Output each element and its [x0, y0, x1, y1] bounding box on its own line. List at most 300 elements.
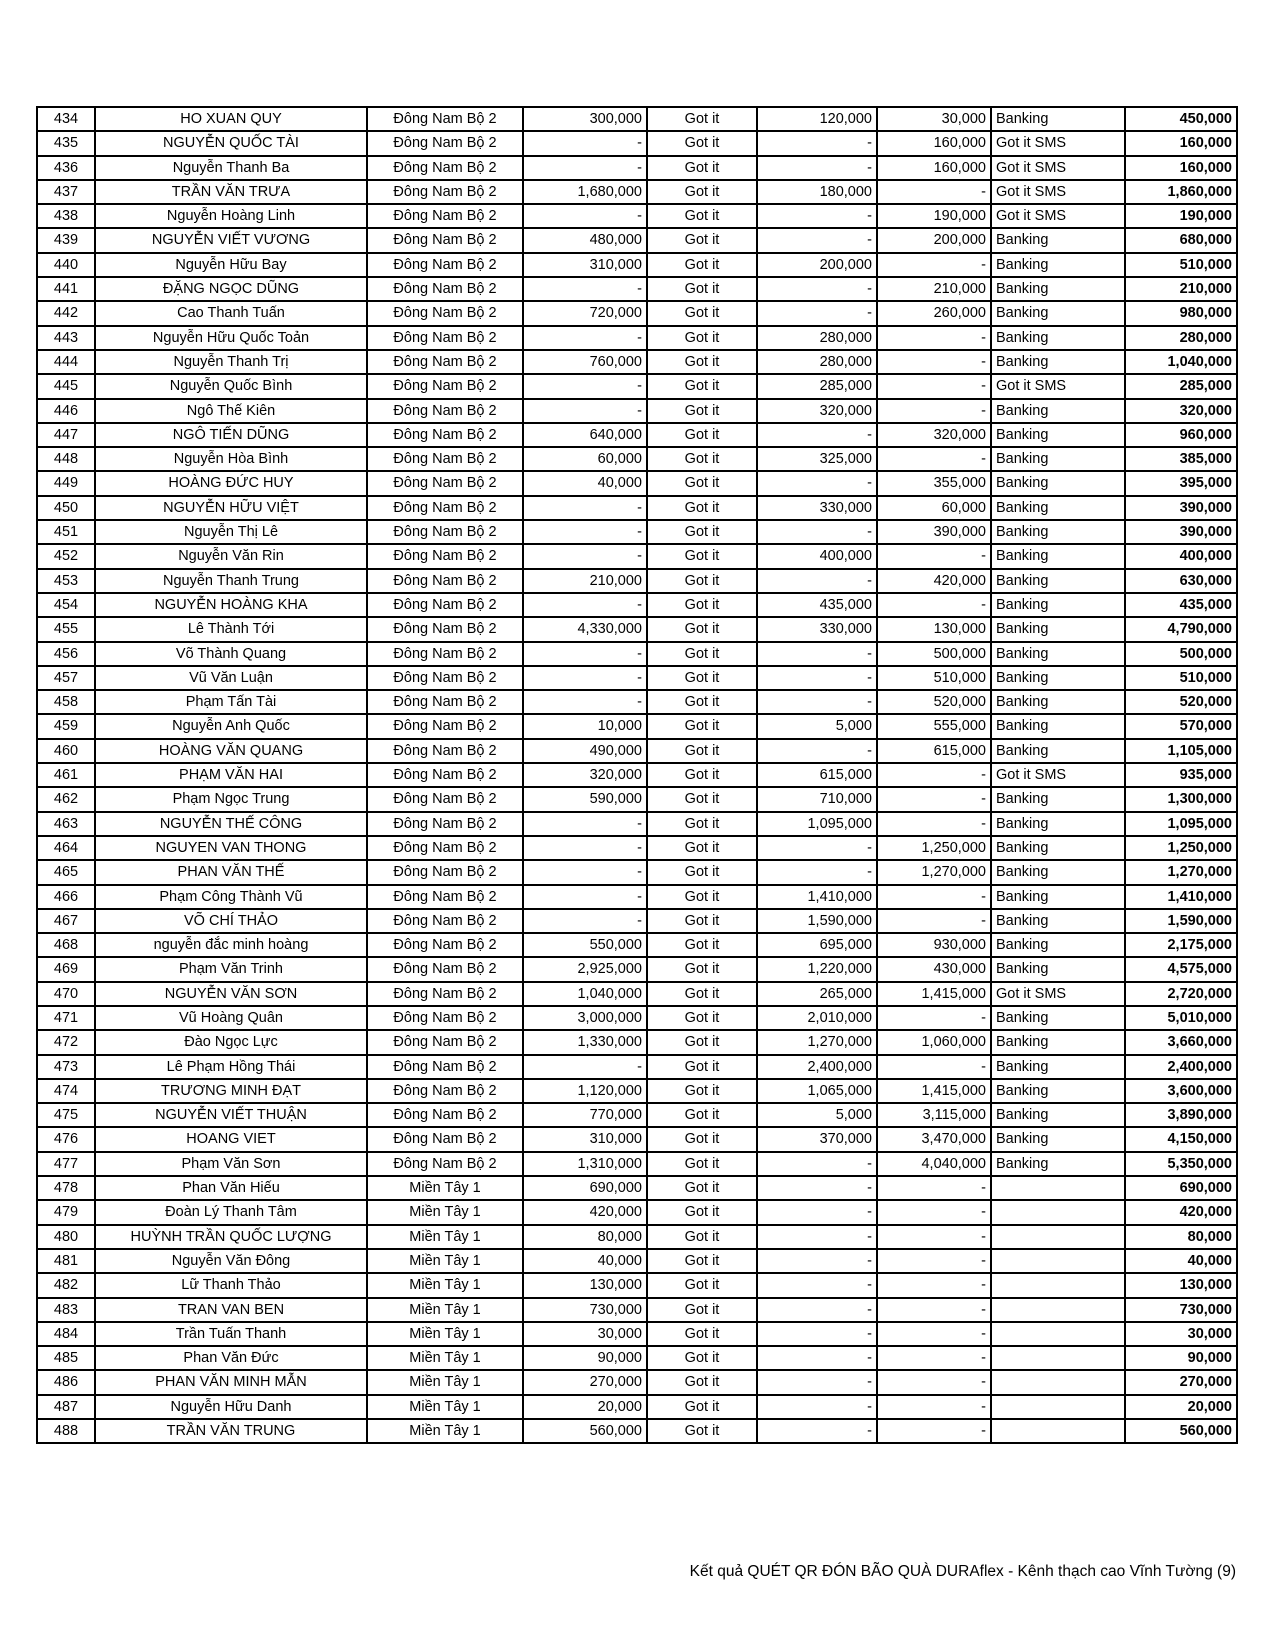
amount3-cell: 3,115,000 [877, 1103, 991, 1127]
status-cell: Got it [647, 787, 757, 811]
amount3-cell: 420,000 [877, 569, 991, 593]
total-cell: 3,890,000 [1125, 1103, 1237, 1127]
amount3-cell: - [877, 1006, 991, 1030]
amount2-cell: 1,065,000 [757, 1079, 877, 1103]
row-number-cell: 440 [37, 253, 95, 277]
amount1-cell: - [523, 326, 647, 350]
name-cell: Phạm Tấn Tài [95, 690, 367, 714]
total-cell: 280,000 [1125, 326, 1237, 350]
amount1-cell: 3,000,000 [523, 1006, 647, 1030]
amount1-cell: - [523, 690, 647, 714]
table-body [37, 107, 1237, 1443]
method-cell [991, 1370, 1125, 1394]
table-row [37, 107, 1237, 131]
amount2-cell: 1,270,000 [757, 1030, 877, 1054]
status-cell: Got it [647, 1200, 757, 1224]
amount2-cell: 1,410,000 [757, 885, 877, 909]
table-row [37, 423, 1237, 447]
amount1-cell: - [523, 909, 647, 933]
amount1-cell: 420,000 [523, 1200, 647, 1224]
amount2-cell: - [757, 1346, 877, 1370]
amount2-cell: - [757, 1152, 877, 1176]
amount1-cell: - [523, 399, 647, 423]
amount2-cell: - [757, 204, 877, 228]
amount2-cell: - [757, 1225, 877, 1249]
amount3-cell: - [877, 885, 991, 909]
region-cell: Đông Nam Bộ 2 [367, 909, 523, 933]
status-cell: Got it [647, 860, 757, 884]
total-cell: 510,000 [1125, 666, 1237, 690]
method-cell: Banking [991, 812, 1125, 836]
amount2-cell: 710,000 [757, 787, 877, 811]
name-cell: HOÀNG ĐỨC HUY [95, 471, 367, 495]
method-cell: Got it SMS [991, 204, 1125, 228]
table-row [37, 1322, 1237, 1346]
status-cell: Got it [647, 1249, 757, 1273]
table-row [37, 520, 1237, 544]
total-cell: 40,000 [1125, 1249, 1237, 1273]
amount3-cell: 520,000 [877, 690, 991, 714]
row-number-cell: 450 [37, 496, 95, 520]
row-number-cell: 463 [37, 812, 95, 836]
status-cell: Got it [647, 204, 757, 228]
total-cell: 5,350,000 [1125, 1152, 1237, 1176]
region-cell: Đông Nam Bộ 2 [367, 812, 523, 836]
amount1-cell: 490,000 [523, 739, 647, 763]
amount1-cell: 690,000 [523, 1176, 647, 1200]
table-row [37, 1419, 1237, 1443]
row-number-cell: 442 [37, 301, 95, 325]
amount2-cell: 200,000 [757, 253, 877, 277]
region-cell: Đông Nam Bộ 2 [367, 739, 523, 763]
amount3-cell: 390,000 [877, 520, 991, 544]
row-number-cell: 434 [37, 107, 95, 131]
region-cell: Đông Nam Bộ 2 [367, 1006, 523, 1030]
amount3-cell: - [877, 1322, 991, 1346]
amount1-cell: - [523, 156, 647, 180]
name-cell: Nguyễn Hữu Danh [95, 1395, 367, 1419]
amount1-cell: - [523, 131, 647, 155]
amount1-cell: 1,680,000 [523, 180, 647, 204]
table-row [37, 1103, 1237, 1127]
amount2-cell: 285,000 [757, 374, 877, 398]
amount2-cell: 615,000 [757, 763, 877, 787]
status-cell: Got it [647, 739, 757, 763]
amount3-cell: 355,000 [877, 471, 991, 495]
amount2-cell: - [757, 690, 877, 714]
table-row [37, 812, 1237, 836]
amount3-cell: - [877, 593, 991, 617]
total-cell: 3,660,000 [1125, 1030, 1237, 1054]
amount2-cell: - [757, 471, 877, 495]
total-cell: 1,105,000 [1125, 739, 1237, 763]
amount3-cell: - [877, 1395, 991, 1419]
region-cell: Đông Nam Bộ 2 [367, 933, 523, 957]
name-cell: NGUYỄN THẾ CÔNG [95, 812, 367, 836]
page-footer: Kết quả QUÉT QR ĐÓN BÃO QUÀ DURAflex - Kênh thạch cao Vĩnh Tường (9) [689, 1563, 1236, 1580]
table-row [37, 617, 1237, 641]
amount2-cell: - [757, 301, 877, 325]
total-cell: 1,095,000 [1125, 812, 1237, 836]
total-cell: 4,150,000 [1125, 1127, 1237, 1151]
row-number-cell: 454 [37, 593, 95, 617]
status-cell: Got it [647, 1152, 757, 1176]
name-cell: Vũ Hoàng Quân [95, 1006, 367, 1030]
row-number-cell: 455 [37, 617, 95, 641]
name-cell: Ngô Thế Kiên [95, 399, 367, 423]
table-row [37, 569, 1237, 593]
status-cell: Got it [647, 1127, 757, 1151]
amount3-cell: 60,000 [877, 496, 991, 520]
region-cell: Đông Nam Bộ 2 [367, 253, 523, 277]
total-cell: 400,000 [1125, 544, 1237, 568]
total-cell: 320,000 [1125, 399, 1237, 423]
amount2-cell: 330,000 [757, 617, 877, 641]
row-number-cell: 437 [37, 180, 95, 204]
amount3-cell: - [877, 1370, 991, 1394]
table-row [37, 1370, 1237, 1394]
name-cell: Vũ Văn Luận [95, 666, 367, 690]
region-cell: Đông Nam Bộ 2 [367, 544, 523, 568]
name-cell: Phạm Văn Trinh [95, 957, 367, 981]
method-cell: Banking [991, 739, 1125, 763]
amount3-cell: 260,000 [877, 301, 991, 325]
amount2-cell: 280,000 [757, 326, 877, 350]
amount2-cell: 180,000 [757, 180, 877, 204]
method-cell: Banking [991, 569, 1125, 593]
region-cell: Đông Nam Bộ 2 [367, 447, 523, 471]
total-cell: 160,000 [1125, 156, 1237, 180]
method-cell [991, 1298, 1125, 1322]
region-cell: Đông Nam Bộ 2 [367, 374, 523, 398]
amount3-cell: 200,000 [877, 228, 991, 252]
row-number-cell: 462 [37, 787, 95, 811]
name-cell: Đào Ngọc Lực [95, 1030, 367, 1054]
amount1-cell: 1,330,000 [523, 1030, 647, 1054]
total-cell: 210,000 [1125, 277, 1237, 301]
table-row [37, 957, 1237, 981]
amount3-cell: - [877, 544, 991, 568]
method-cell: Banking [991, 253, 1125, 277]
table-row [37, 714, 1237, 738]
total-cell: 420,000 [1125, 1200, 1237, 1224]
amount1-cell: 130,000 [523, 1273, 647, 1297]
amount2-cell: 1,220,000 [757, 957, 877, 981]
status-cell: Got it [647, 885, 757, 909]
row-number-cell: 486 [37, 1370, 95, 1394]
amount1-cell: 4,330,000 [523, 617, 647, 641]
amount3-cell: 320,000 [877, 423, 991, 447]
amount1-cell: 730,000 [523, 1298, 647, 1322]
table-row [37, 1152, 1237, 1176]
table-row [37, 399, 1237, 423]
method-cell: Banking [991, 228, 1125, 252]
amount2-cell: 2,400,000 [757, 1055, 877, 1079]
row-number-cell: 465 [37, 860, 95, 884]
row-number-cell: 475 [37, 1103, 95, 1127]
name-cell: Lê Phạm Hồng Thái [95, 1055, 367, 1079]
method-cell [991, 1249, 1125, 1273]
total-cell: 1,250,000 [1125, 836, 1237, 860]
total-cell: 560,000 [1125, 1419, 1237, 1443]
status-cell: Got it [647, 374, 757, 398]
region-cell: Đông Nam Bộ 2 [367, 496, 523, 520]
amount2-cell: - [757, 739, 877, 763]
amount3-cell: - [877, 399, 991, 423]
method-cell [991, 1322, 1125, 1346]
row-number-cell: 473 [37, 1055, 95, 1079]
region-cell: Đông Nam Bộ 2 [367, 1152, 523, 1176]
region-cell: Đông Nam Bộ 2 [367, 885, 523, 909]
status-cell: Got it [647, 714, 757, 738]
method-cell: Banking [991, 1055, 1125, 1079]
row-number-cell: 444 [37, 350, 95, 374]
region-cell: Đông Nam Bộ 2 [367, 204, 523, 228]
amount3-cell: - [877, 787, 991, 811]
total-cell: 285,000 [1125, 374, 1237, 398]
table-row [37, 301, 1237, 325]
method-cell: Banking [991, 350, 1125, 374]
row-number-cell: 439 [37, 228, 95, 252]
method-cell [991, 1273, 1125, 1297]
method-cell: Banking [991, 496, 1125, 520]
amount2-cell: 280,000 [757, 350, 877, 374]
amount3-cell: 1,060,000 [877, 1030, 991, 1054]
total-cell: 1,860,000 [1125, 180, 1237, 204]
amount2-cell: - [757, 277, 877, 301]
name-cell: Nguyễn Thanh Ba [95, 156, 367, 180]
name-cell: VÕ CHÍ THẢO [95, 909, 367, 933]
amount2-cell: 695,000 [757, 933, 877, 957]
amount1-cell: - [523, 642, 647, 666]
amount2-cell: - [757, 1370, 877, 1394]
total-cell: 1,300,000 [1125, 787, 1237, 811]
name-cell: TRAN VAN BEN [95, 1298, 367, 1322]
amount2-cell: - [757, 1273, 877, 1297]
amount2-cell: - [757, 1249, 877, 1273]
table-row [37, 1006, 1237, 1030]
amount2-cell: 400,000 [757, 544, 877, 568]
method-cell: Banking [991, 666, 1125, 690]
method-cell [991, 1200, 1125, 1224]
table-row [37, 1395, 1237, 1419]
row-number-cell: 481 [37, 1249, 95, 1273]
method-cell [991, 1346, 1125, 1370]
amount2-cell: - [757, 1200, 877, 1224]
name-cell: Nguyễn Văn Đông [95, 1249, 367, 1273]
row-number-cell: 467 [37, 909, 95, 933]
method-cell: Got it SMS [991, 156, 1125, 180]
table-row [37, 885, 1237, 909]
amount1-cell: 770,000 [523, 1103, 647, 1127]
name-cell: HUỲNH TRẦN QUỐC LƯỢNG [95, 1225, 367, 1249]
amount2-cell: - [757, 836, 877, 860]
name-cell: ĐẶNG NGỌC DŨNG [95, 277, 367, 301]
status-cell: Got it [647, 1298, 757, 1322]
amount1-cell: 1,120,000 [523, 1079, 647, 1103]
status-cell: Got it [647, 1395, 757, 1419]
region-cell: Đông Nam Bộ 2 [367, 690, 523, 714]
method-cell: Banking [991, 326, 1125, 350]
region-cell: Miền Tây 1 [367, 1200, 523, 1224]
status-cell: Got it [647, 593, 757, 617]
region-cell: Đông Nam Bộ 2 [367, 569, 523, 593]
row-number-cell: 469 [37, 957, 95, 981]
status-cell: Got it [647, 1346, 757, 1370]
amount3-cell: 3,470,000 [877, 1127, 991, 1151]
row-number-cell: 448 [37, 447, 95, 471]
status-cell: Got it [647, 617, 757, 641]
total-cell: 570,000 [1125, 714, 1237, 738]
amount1-cell: 30,000 [523, 1322, 647, 1346]
amount3-cell: - [877, 1273, 991, 1297]
name-cell: Trần Tuấn Thanh [95, 1322, 367, 1346]
method-cell: Banking [991, 471, 1125, 495]
name-cell: Nguyễn Quốc Bình [95, 374, 367, 398]
total-cell: 980,000 [1125, 301, 1237, 325]
table-row [37, 1030, 1237, 1054]
name-cell: Lữ Thanh Thảo [95, 1273, 367, 1297]
amount2-cell: 2,010,000 [757, 1006, 877, 1030]
amount1-cell: 10,000 [523, 714, 647, 738]
total-cell: 1,270,000 [1125, 860, 1237, 884]
amount3-cell: - [877, 909, 991, 933]
total-cell: 30,000 [1125, 1322, 1237, 1346]
name-cell: Nguyễn Hoàng Linh [95, 204, 367, 228]
amount3-cell: 1,415,000 [877, 1079, 991, 1103]
amount2-cell: - [757, 520, 877, 544]
total-cell: 520,000 [1125, 690, 1237, 714]
table-row [37, 471, 1237, 495]
status-cell: Got it [647, 1322, 757, 1346]
table-row [37, 1273, 1237, 1297]
table-row [37, 277, 1237, 301]
amount2-cell: - [757, 228, 877, 252]
amount3-cell: 615,000 [877, 739, 991, 763]
amount1-cell: 40,000 [523, 1249, 647, 1273]
method-cell: Got it SMS [991, 763, 1125, 787]
method-cell: Banking [991, 520, 1125, 544]
total-cell: 90,000 [1125, 1346, 1237, 1370]
amount2-cell: - [757, 131, 877, 155]
table-row [37, 544, 1237, 568]
amount3-cell: 190,000 [877, 204, 991, 228]
name-cell: Nguyễn Văn Rin [95, 544, 367, 568]
method-cell: Banking [991, 933, 1125, 957]
table-row [37, 909, 1237, 933]
row-number-cell: 447 [37, 423, 95, 447]
amount1-cell: 310,000 [523, 253, 647, 277]
region-cell: Miền Tây 1 [367, 1225, 523, 1249]
name-cell: Phạm Văn Sơn [95, 1152, 367, 1176]
amount1-cell: - [523, 666, 647, 690]
total-cell: 450,000 [1125, 107, 1237, 131]
region-cell: Đông Nam Bộ 2 [367, 666, 523, 690]
region-cell: Đông Nam Bộ 2 [367, 787, 523, 811]
total-cell: 270,000 [1125, 1370, 1237, 1394]
name-cell: HOANG VIET [95, 1127, 367, 1151]
amount3-cell: 4,040,000 [877, 1152, 991, 1176]
name-cell: NGUYỄN HOÀNG KHA [95, 593, 367, 617]
row-number-cell: 445 [37, 374, 95, 398]
amount3-cell: 130,000 [877, 617, 991, 641]
total-cell: 3,600,000 [1125, 1079, 1237, 1103]
total-cell: 960,000 [1125, 423, 1237, 447]
method-cell: Banking [991, 617, 1125, 641]
status-cell: Got it [647, 690, 757, 714]
method-cell [991, 1419, 1125, 1443]
total-cell: 730,000 [1125, 1298, 1237, 1322]
table-row [37, 982, 1237, 1006]
status-cell: Got it [647, 642, 757, 666]
amount1-cell: - [523, 496, 647, 520]
row-number-cell: 464 [37, 836, 95, 860]
row-number-cell: 485 [37, 1346, 95, 1370]
total-cell: 390,000 [1125, 496, 1237, 520]
row-number-cell: 478 [37, 1176, 95, 1200]
row-number-cell: 476 [37, 1127, 95, 1151]
table-row [37, 593, 1237, 617]
amount1-cell: - [523, 812, 647, 836]
amount3-cell: 500,000 [877, 642, 991, 666]
row-number-cell: 468 [37, 933, 95, 957]
status-cell: Got it [647, 1419, 757, 1443]
row-number-cell: 472 [37, 1030, 95, 1054]
amount2-cell: - [757, 423, 877, 447]
region-cell: Đông Nam Bộ 2 [367, 593, 523, 617]
method-cell: Banking [991, 1079, 1125, 1103]
table-row [37, 642, 1237, 666]
region-cell: Miền Tây 1 [367, 1322, 523, 1346]
name-cell: TRẦN VĂN TRƯA [95, 180, 367, 204]
name-cell: Nguyễn Hữu Quốc Toản [95, 326, 367, 350]
row-number-cell: 457 [37, 666, 95, 690]
region-cell: Đông Nam Bộ 2 [367, 301, 523, 325]
region-cell: Đông Nam Bộ 2 [367, 836, 523, 860]
name-cell: Nguyễn Thanh Trung [95, 569, 367, 593]
total-cell: 2,175,000 [1125, 933, 1237, 957]
method-cell: Banking [991, 447, 1125, 471]
region-cell: Đông Nam Bộ 2 [367, 180, 523, 204]
amount2-cell: 320,000 [757, 399, 877, 423]
table-row [37, 1079, 1237, 1103]
method-cell: Banking [991, 787, 1125, 811]
amount3-cell: 1,270,000 [877, 860, 991, 884]
name-cell: Nguyễn Anh Quốc [95, 714, 367, 738]
amount3-cell: - [877, 447, 991, 471]
total-cell: 130,000 [1125, 1273, 1237, 1297]
name-cell: HO XUAN QUY [95, 107, 367, 131]
amount3-cell: 160,000 [877, 131, 991, 155]
amount3-cell: 210,000 [877, 277, 991, 301]
amount2-cell: 330,000 [757, 496, 877, 520]
amount2-cell: - [757, 1395, 877, 1419]
amount1-cell: 210,000 [523, 569, 647, 593]
amount2-cell: - [757, 1322, 877, 1346]
status-cell: Got it [647, 399, 757, 423]
region-cell: Đông Nam Bộ 2 [367, 423, 523, 447]
table-row [37, 228, 1237, 252]
status-cell: Got it [647, 1030, 757, 1054]
status-cell: Got it [647, 228, 757, 252]
table-row [37, 204, 1237, 228]
row-number-cell: 471 [37, 1006, 95, 1030]
table-row [37, 253, 1237, 277]
row-number-cell: 474 [37, 1079, 95, 1103]
name-cell: NGUYỄN VIẾT THUẬN [95, 1103, 367, 1127]
amount1-cell: 590,000 [523, 787, 647, 811]
name-cell: NGUYỄN VIẾT VƯƠNG [95, 228, 367, 252]
